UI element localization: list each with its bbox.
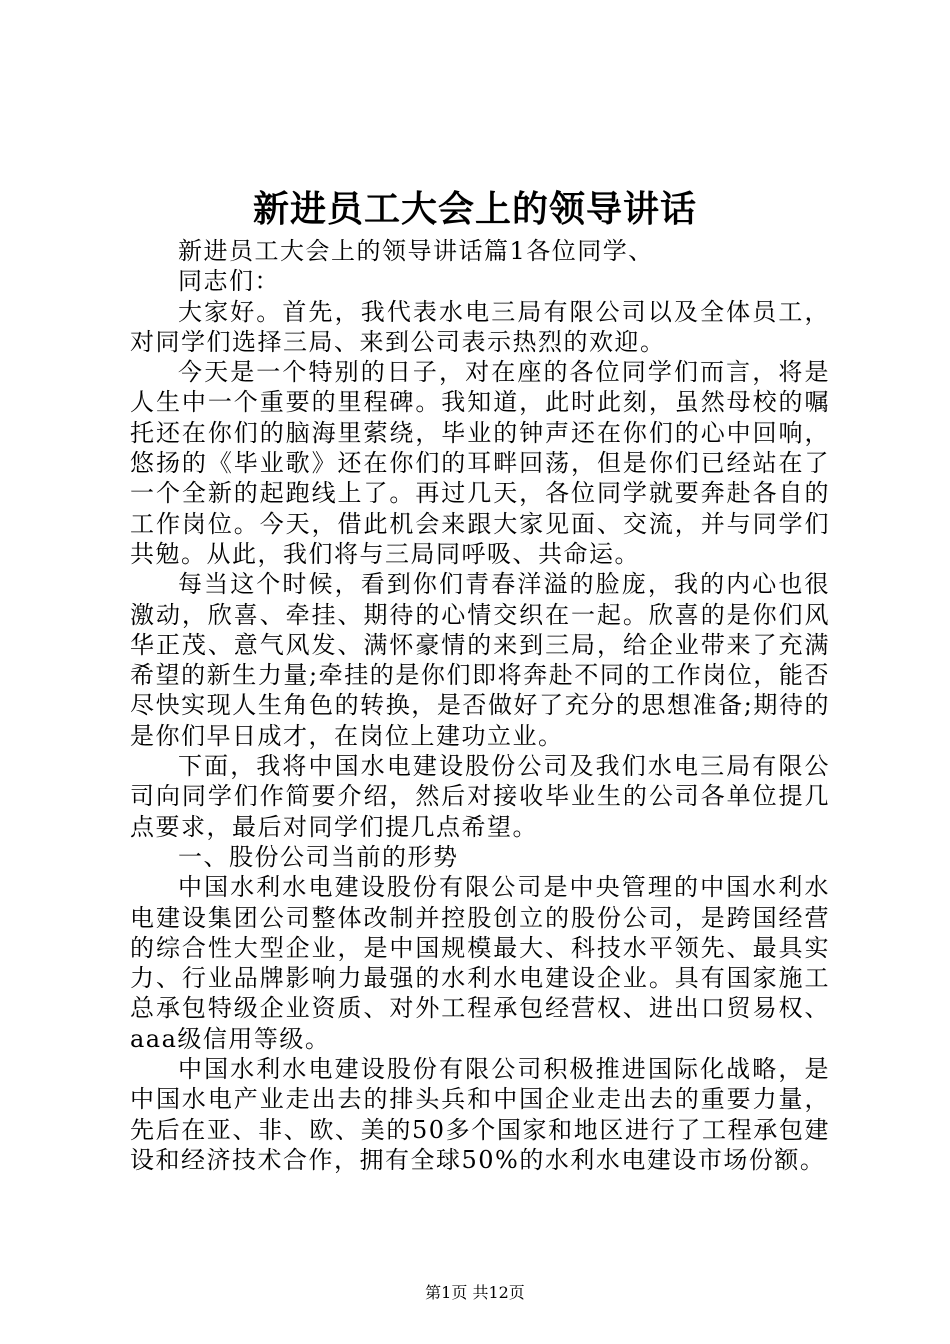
document-title: 新进员工大会上的领导讲话 [252,188,697,230]
page-footer: 第1页 共12页 [425,1283,525,1302]
document-body [130,236,830,1175]
paragraph: 中国水利水电建设股份有限公司积极推进国际化战略，是中国水电产业走出去的排头兵和中国企业走出去的重要力量，先后在亚、非、欧、美的50多个国家和地区进行了工程承包建设和经济技术合作，拥有全球50%的水利水电建设市场份额。 [130,1055,830,1174]
paragraph: 大家好。首先，我代表水电三局有限公司以及全体员工，对同学们选择三局、来到公司表示热烈的欢迎。 [130,297,830,356]
paragraph: 中国水利水电建设股份有限公司是中央管理的中国水利水电建设集团公司整体改制并控股创立的股份公司，是跨国经营的综合性大型企业，是中国规模最大、科技水平领先、最具实力、行业品牌影响力最强的水利水电建设企业。具有国家施工总承包特级企业资质、对外工程承包经营权、进出口贸易权、aaa级信用等级。 [130,873,830,1053]
paragraph: 新进员工大会上的领导讲话篇1各位同学、 [178,237,654,265]
paragraph: 下面，我将中国水电建设股份公司及我们水电三局有限公司向同学们作简要介绍，然后对接收毕业生的公司各单位提几点要求，最后对同学们提几点希望。 [130,752,830,841]
paragraph: 同志们： [178,267,280,296]
paragraph: 每当这个时候，看到你们青春洋溢的脸庞，我的内心也很激动，欣喜、牵挂、期待的心情交织在一起。欣喜的是你们风华正茂、意气风发、满怀豪情的来到三局，给企业带来了充满希望的新生力量;牵挂的是你们即将奔赴不同的工作岗位，能否尽快实现人生角色的转换，是否做好了充分的思想准备;期待的是你们早日成才，在岗位上建功立业。 [130,570,830,750]
section-heading: 一、股份公司当前的形势 [178,842,459,871]
paragraph: 今天是一个特别的日子，对在座的各位同学们而言，将是人生中一个重要的里程碑。我知道，此时此刻，虽然母校的嘱托还在你们的脑海里萦绕，毕业的钟声还在你们的心中回响，悠扬的《毕业歌》还在你们的耳畔回荡，但是你们已经站在了一个全新的起跑线上了。再过几天，各位同学就要奔赴各自的工作岗位。今天，借此机会来跟大家见面、交流，并与同学们共勉。从此，我们将与三局同呼吸、共命运。 [130,358,830,568]
